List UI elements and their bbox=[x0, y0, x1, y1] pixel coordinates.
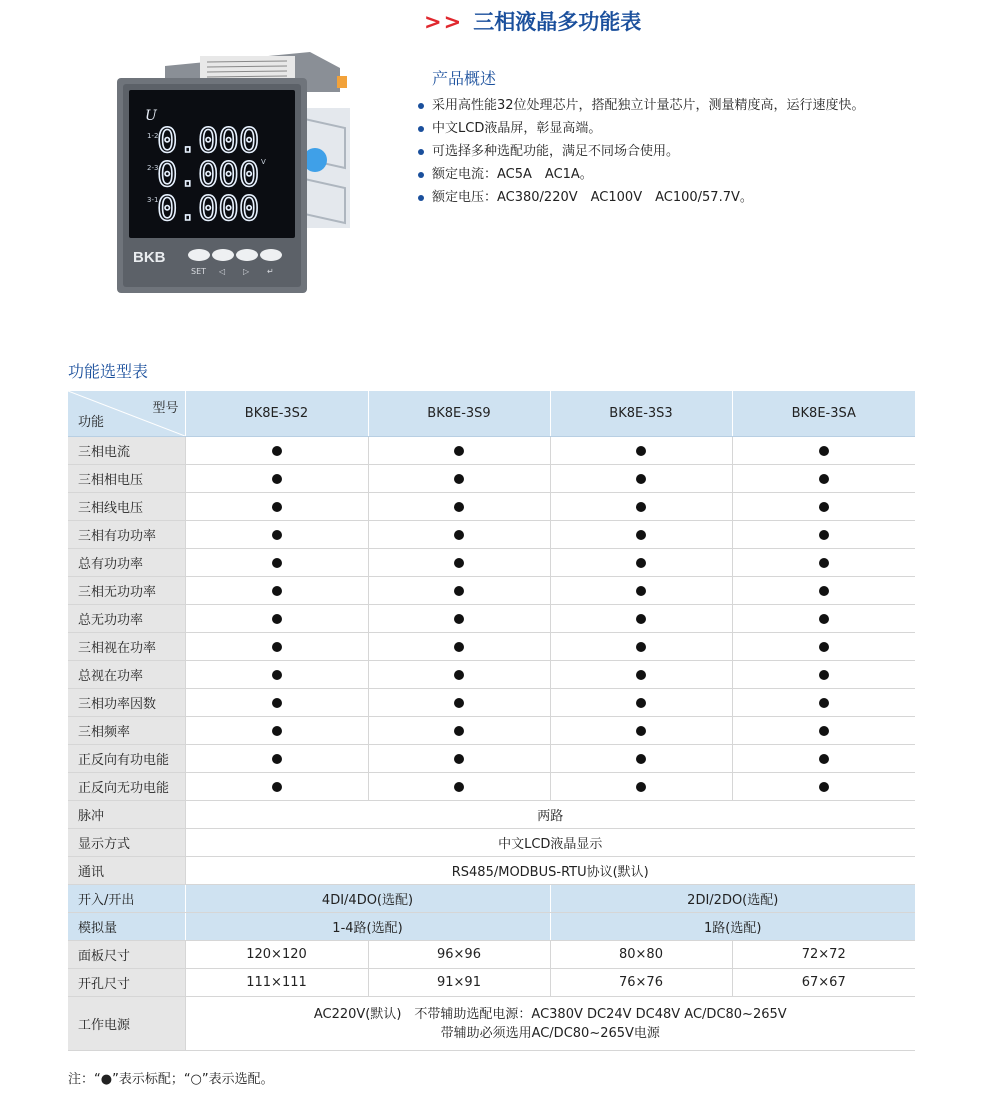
standard-dot-icon bbox=[454, 502, 464, 512]
table-row bbox=[68, 997, 915, 1051]
pulse-label: 脉冲 bbox=[68, 801, 185, 829]
standard-dot-icon bbox=[819, 530, 829, 540]
standard-cell bbox=[550, 437, 732, 465]
io-right-value: 2DI/2DO(选配) bbox=[550, 885, 915, 913]
standard-dot-icon bbox=[819, 614, 829, 624]
lcd-phase-2: 2-3 bbox=[147, 164, 159, 172]
model-header: BK8E-3SA bbox=[732, 391, 915, 437]
standard-dot-icon bbox=[454, 614, 464, 624]
overview-item: 采用高性能32位处理芯片，搭配独立计量芯片，测量精度高，运行速度快。 bbox=[418, 96, 865, 119]
table-row bbox=[68, 885, 915, 913]
standard-dot-icon bbox=[819, 558, 829, 568]
comm-label: 通讯 bbox=[68, 857, 185, 885]
function-label: 三相线电压 bbox=[68, 493, 185, 521]
table-row bbox=[68, 549, 915, 577]
model-header: BK8E-3S9 bbox=[368, 391, 550, 437]
table-row bbox=[68, 493, 915, 521]
panel-label: 面板尺寸 bbox=[68, 941, 185, 969]
standard-cell bbox=[732, 745, 915, 773]
function-label: 总视在功率 bbox=[68, 661, 185, 689]
standard-cell bbox=[368, 717, 550, 745]
display-label: 显示方式 bbox=[68, 829, 185, 857]
standard-cell bbox=[368, 437, 550, 465]
power-value bbox=[185, 997, 915, 1051]
standard-dot-icon bbox=[636, 502, 646, 512]
table-row bbox=[68, 521, 915, 549]
function-label: 正反向无功电能 bbox=[68, 773, 185, 801]
standard-cell bbox=[185, 465, 368, 493]
cutout-label: 开孔尺寸 bbox=[68, 969, 185, 997]
standard-cell bbox=[185, 493, 368, 521]
table-row bbox=[68, 829, 915, 857]
power-line-2: 带辅助必须选用AC/DC80~265V电源 bbox=[440, 1025, 660, 1041]
standard-cell bbox=[185, 437, 368, 465]
standard-dot-icon bbox=[454, 474, 464, 484]
table-row bbox=[68, 437, 915, 465]
function-label: 三相视在功率 bbox=[68, 633, 185, 661]
lcd-phase-1: 1-2 bbox=[147, 132, 159, 140]
lcd-reading-2: 0.000 bbox=[157, 155, 260, 195]
pulse-value: 两路 bbox=[185, 801, 915, 829]
standard-dot-icon bbox=[819, 782, 829, 792]
standard-dot-icon bbox=[819, 502, 829, 512]
meter-button-label-4: ↵ bbox=[267, 267, 274, 276]
cutout-size-value: 91×91 bbox=[368, 969, 550, 997]
function-label: 三相频率 bbox=[68, 717, 185, 745]
meter-button-label-3: ▷ bbox=[243, 267, 250, 276]
standard-dot-icon bbox=[454, 586, 464, 596]
standard-cell bbox=[550, 521, 732, 549]
footnote: 注：“●”表示标配；“○”表示选配。 bbox=[68, 1072, 274, 1087]
table-row bbox=[68, 745, 915, 773]
standard-cell bbox=[185, 717, 368, 745]
table-row bbox=[68, 773, 915, 801]
standard-dot-icon bbox=[272, 698, 282, 708]
standard-cell bbox=[732, 493, 915, 521]
standard-dot-icon bbox=[636, 474, 646, 484]
table-row bbox=[68, 801, 915, 829]
standard-cell bbox=[185, 689, 368, 717]
function-label: 三相相电压 bbox=[68, 465, 185, 493]
standard-cell bbox=[550, 605, 732, 633]
lcd-reading-3: 0.000 bbox=[157, 189, 260, 229]
corner-model-label: 型号 bbox=[152, 401, 179, 416]
standard-cell bbox=[185, 549, 368, 577]
table-row bbox=[68, 969, 915, 997]
cutout-size-value: 67×67 bbox=[732, 969, 915, 997]
model-header: BK8E-3S2 bbox=[185, 391, 368, 437]
display-value: 中文LCD液晶显示 bbox=[185, 829, 915, 857]
standard-dot-icon bbox=[819, 474, 829, 484]
standard-cell bbox=[550, 689, 732, 717]
standard-cell bbox=[550, 633, 732, 661]
standard-cell bbox=[185, 605, 368, 633]
function-label: 三相无功功率 bbox=[68, 577, 185, 605]
meter-button-label-1: SET bbox=[191, 267, 207, 276]
function-label: 三相有功功率 bbox=[68, 521, 185, 549]
standard-dot-icon bbox=[454, 446, 464, 456]
analog-label: 模拟量 bbox=[68, 913, 185, 941]
panel-size-value: 80×80 bbox=[550, 941, 732, 969]
function-label: 总有功功率 bbox=[68, 549, 185, 577]
table-row bbox=[68, 717, 915, 745]
standard-cell bbox=[368, 465, 550, 493]
analog-right-value: 1路(选配) bbox=[550, 913, 915, 941]
table-row bbox=[68, 633, 915, 661]
standard-cell bbox=[368, 773, 550, 801]
standard-cell bbox=[550, 549, 732, 577]
standard-dot-icon bbox=[272, 502, 282, 512]
brand-logo: BKB bbox=[133, 249, 166, 266]
title-arrows: >> bbox=[424, 10, 464, 34]
standard-cell bbox=[185, 745, 368, 773]
standard-dot-icon bbox=[272, 782, 282, 792]
cutout-size-value: 76×76 bbox=[550, 969, 732, 997]
function-label: 三相功率因数 bbox=[68, 689, 185, 717]
standard-cell bbox=[368, 661, 550, 689]
io-left-value: 4DI/4DO(选配) bbox=[185, 885, 550, 913]
lcd-phase-3: 3-1 bbox=[147, 196, 159, 204]
standard-cell bbox=[550, 745, 732, 773]
table-row bbox=[68, 689, 915, 717]
standard-cell bbox=[368, 577, 550, 605]
standard-cell bbox=[368, 549, 550, 577]
standard-cell bbox=[550, 465, 732, 493]
comm-value: RS485/MODBUS-RTU协议(默认) bbox=[185, 857, 915, 885]
standard-dot-icon bbox=[819, 642, 829, 652]
table-row bbox=[68, 577, 915, 605]
standard-dot-icon bbox=[636, 614, 646, 624]
standard-dot-icon bbox=[636, 726, 646, 736]
lcd-unit: V bbox=[261, 158, 266, 166]
standard-cell bbox=[185, 577, 368, 605]
title-text: 三相液晶多功能表 bbox=[473, 10, 642, 34]
standard-dot-icon bbox=[454, 558, 464, 568]
standard-cell bbox=[732, 465, 915, 493]
table-row bbox=[68, 465, 915, 493]
standard-dot-icon bbox=[272, 726, 282, 736]
overview-item: 中文LCD液晶屏，彰显高端。 bbox=[418, 119, 865, 142]
standard-dot-icon bbox=[454, 782, 464, 792]
meter-button-label-2: ◁ bbox=[219, 267, 226, 276]
standard-cell bbox=[185, 521, 368, 549]
standard-dot-icon bbox=[636, 782, 646, 792]
standard-dot-icon bbox=[272, 558, 282, 568]
standard-dot-icon bbox=[819, 586, 829, 596]
function-label: 总无功功率 bbox=[68, 605, 185, 633]
standard-dot-icon bbox=[272, 754, 282, 764]
corner-function-label: 功能 bbox=[78, 415, 105, 430]
standard-dot-icon bbox=[819, 446, 829, 456]
standard-cell bbox=[368, 633, 550, 661]
standard-dot-icon bbox=[454, 698, 464, 708]
table-header-row bbox=[68, 391, 915, 437]
io-label: 开入/开出 bbox=[68, 885, 185, 913]
overview-heading: 产品概述 bbox=[432, 69, 497, 88]
standard-cell bbox=[550, 661, 732, 689]
standard-cell bbox=[732, 773, 915, 801]
standard-dot-icon bbox=[636, 698, 646, 708]
standard-dot-icon bbox=[272, 614, 282, 624]
standard-dot-icon bbox=[636, 642, 646, 652]
standard-cell bbox=[732, 605, 915, 633]
standard-cell bbox=[550, 577, 732, 605]
standard-cell bbox=[368, 745, 550, 773]
standard-cell bbox=[368, 689, 550, 717]
panel-size-value: 120×120 bbox=[185, 941, 368, 969]
standard-dot-icon bbox=[454, 754, 464, 764]
lcd-unit-label: U bbox=[145, 108, 157, 124]
standard-cell bbox=[550, 773, 732, 801]
standard-cell bbox=[185, 773, 368, 801]
overview-item: 可选择多种选配功能，满足不同场合使用。 bbox=[418, 142, 865, 165]
panel-size-value: 72×72 bbox=[732, 941, 915, 969]
table-row bbox=[68, 661, 915, 689]
standard-cell bbox=[732, 549, 915, 577]
standard-dot-icon bbox=[636, 754, 646, 764]
standard-cell bbox=[368, 521, 550, 549]
standard-cell bbox=[368, 493, 550, 521]
standard-cell bbox=[732, 633, 915, 661]
standard-cell bbox=[732, 717, 915, 745]
standard-dot-icon bbox=[636, 670, 646, 680]
standard-dot-icon bbox=[636, 586, 646, 596]
corner-cell bbox=[68, 391, 185, 437]
standard-cell bbox=[550, 493, 732, 521]
standard-cell bbox=[185, 633, 368, 661]
standard-dot-icon bbox=[272, 530, 282, 540]
standard-dot-icon bbox=[636, 530, 646, 540]
standard-cell bbox=[185, 661, 368, 689]
standard-dot-icon bbox=[272, 446, 282, 456]
overview-list bbox=[418, 96, 865, 211]
standard-dot-icon bbox=[272, 642, 282, 652]
function-label: 三相电流 bbox=[68, 437, 185, 465]
standard-dot-icon bbox=[454, 670, 464, 680]
standard-dot-icon bbox=[636, 558, 646, 568]
standard-dot-icon bbox=[454, 530, 464, 540]
standard-dot-icon bbox=[454, 726, 464, 736]
selection-heading: 功能选型表 bbox=[68, 362, 149, 381]
overview-item: 额定电压：AC380/220V AC100V AC100/57.7V。 bbox=[418, 188, 865, 211]
table-row bbox=[68, 913, 915, 941]
standard-cell bbox=[732, 521, 915, 549]
standard-dot-icon bbox=[454, 642, 464, 652]
panel-size-value: 96×96 bbox=[368, 941, 550, 969]
standard-cell bbox=[732, 689, 915, 717]
standard-cell bbox=[732, 437, 915, 465]
standard-dot-icon bbox=[819, 698, 829, 708]
power-line-1: AC220V(默认) 不带辅助选配电源：AC380V DC24V DC48V AC/DC80~265V bbox=[313, 1006, 787, 1022]
selection-table bbox=[68, 391, 915, 1051]
standard-dot-icon bbox=[819, 754, 829, 764]
standard-cell bbox=[368, 605, 550, 633]
model-header: BK8E-3S3 bbox=[550, 391, 732, 437]
page-title bbox=[424, 6, 641, 36]
power-label: 工作电源 bbox=[68, 997, 185, 1051]
lcd-reading-1: 0.000 bbox=[157, 121, 260, 161]
standard-cell bbox=[732, 661, 915, 689]
standard-dot-icon bbox=[636, 446, 646, 456]
standard-cell bbox=[550, 717, 732, 745]
table-row bbox=[68, 605, 915, 633]
standard-dot-icon bbox=[272, 586, 282, 596]
table-row bbox=[68, 857, 915, 885]
standard-dot-icon bbox=[272, 474, 282, 484]
cutout-size-value: 111×111 bbox=[185, 969, 368, 997]
meter-product-image bbox=[115, 48, 355, 298]
standard-dot-icon bbox=[819, 670, 829, 680]
function-label: 正反向有功电能 bbox=[68, 745, 185, 773]
standard-cell bbox=[732, 577, 915, 605]
standard-dot-icon bbox=[272, 670, 282, 680]
analog-left-value: 1-4路(选配) bbox=[185, 913, 550, 941]
table-row bbox=[68, 941, 915, 969]
overview-item: 额定电流：AC5A AC1A。 bbox=[418, 165, 865, 188]
standard-dot-icon bbox=[819, 726, 829, 736]
